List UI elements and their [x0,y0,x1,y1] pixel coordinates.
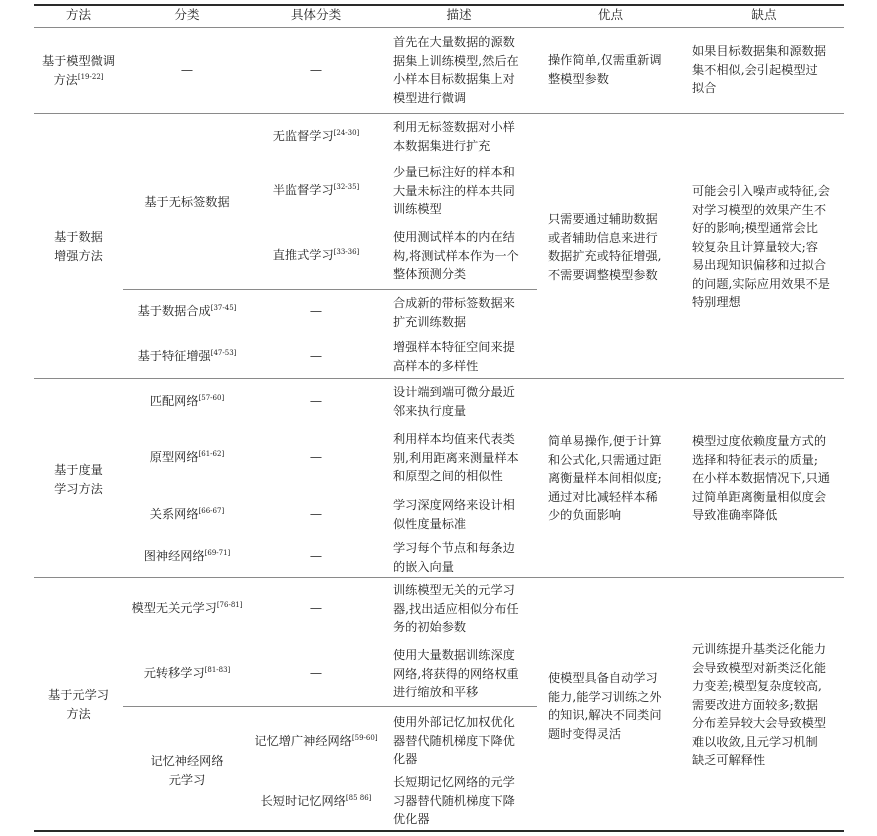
row-rule-meta [34,577,844,578]
finetune-subcategory-dash: — [309,63,323,77]
metric-method: 基于度量 学习方法 [54,463,103,496]
meta-lstm: 长短时记忆网络[85 86] [260,794,372,808]
metric-matching-dash: — [309,394,323,408]
finetune-method: 基于模型微调 方法[19-22] [41,54,116,87]
augment-synthesis-dash: — [309,304,323,318]
header-advantages: 优点 [597,7,624,22]
metric-proto-description: 利用样本均值来代表类 别,利用距离来测量样本 和原型之间的相似性 [393,432,519,483]
augment-unsup: 无监督学习[24-30] [272,129,360,143]
metric-matching: 匹配网络[57-60] [149,394,225,408]
meta-advantages: 使模型具备自动学习 能力,能学习训练之外 的知识,解决不同类问 题时变得灵活 [548,671,662,741]
header-disadvantages: 缺点 [751,7,777,22]
row-rule-synthesis [123,289,537,290]
augment-feature-category: 基于特征增强[47-53] [137,349,237,363]
meta-transfer: 元转移学习[81-83] [143,666,231,680]
metric-proto-dash: — [309,450,323,464]
metric-relation: 关系网络[66-67] [149,507,225,521]
metric-gnn: 图神经网络[69-71] [143,549,231,563]
augment-unlabeled-category: 基于无标签数据 [144,195,230,209]
augment-feature-dash: — [309,349,323,363]
header-method: 方法 [65,7,92,22]
meta-method: 基于元学习 方法 [48,688,109,721]
metric-gnn-dash: — [309,549,323,563]
meta-lstm-description: 长短期记忆网络的元学 习器替代随机梯度下降 优化器 [393,775,515,826]
header-description: 描述 [446,7,472,22]
header-category: 分类 [174,7,200,22]
augment-semisup-description: 少量已标注好的样本和 大量未标注的样本共同 训练模型 [393,165,515,216]
augment-transductive: 直推式学习[33-36] [272,248,360,262]
metric-gnn-description: 学习每个节点和每条边 的嵌入向量 [393,541,515,574]
bottom-rule [34,830,844,832]
meta-transfer-description: 使用大量数据训练深度 网络,将获得的网络权重 进行缩放和平移 [393,648,519,699]
finetune-category-dash: — [180,63,194,77]
row-rule-augment [34,113,844,114]
meta-agnostic-dash: — [309,601,323,615]
row-rule-metric [34,378,844,379]
finetune-disadvantages: 如果目标数据集和源数据 集不相似,会引起模型过 拟合 [692,44,827,95]
finetune-advantages: 操作简单,仅需重新调 整模型参数 [548,53,662,86]
row-rule-memory [123,706,537,707]
metric-disadvantages: 模型过度依赖度量方式的 选择和特征表示的质量; 在小样本数据情况下,只通 过简单距离衡量相似度会 导致准确率降低 [692,434,830,522]
meta-agnostic-description: 训练模型无关的元学习 器,找出适应相似分布任 务的初始参数 [393,583,519,634]
meta-transfer-dash: — [309,666,323,680]
augment-synthesis-description: 合成新的带标签数据来 扩充训练数据 [393,296,515,329]
augment-disadvantages: 可能会引入噪声或特征,会 对学习模型的效果产生不 好的影响;模型通常会比 较复杂且计算量较大;容 易出现知识偏移和过拟合 的问题,实际应用效果不是 特别理想 [692,184,830,309]
meta-mann: 记忆增广神经网络[59-60] [254,734,378,748]
meta-memory-category: 记忆神经网络 元学习 [150,754,224,787]
finetune-description: 首先在大量数据的源数 据集上训练模型,然后在 小样本目标数据集上对 模型进行微调 [393,35,519,105]
augment-advantages: 只需要通过辅助数据 或者辅助信息来进行 数据扩充或特征增强, 不需要调整模型参数 [548,212,662,282]
header-rule [34,27,844,28]
augment-synthesis-category: 基于数据合成[37-45] [137,304,237,318]
augment-transductive-description: 使用测试样本的内在结 构,将测试样本作为一个 整体预测分类 [393,230,519,281]
metric-advantages: 简单易操作,便于计算 和公式化,只需通过距 离衡量样本间相似度; 通过对比减轻样本稀 少的负面影响 [548,434,662,522]
metric-relation-description: 学习深度网络来设计相 似性度量标准 [393,498,515,531]
augment-method: 基于数据 增强方法 [54,230,103,263]
meta-disadvantages: 元训练提升基类泛化能力 会导致模型对新类泛化能 力变差;模型复杂度较高, 需要改进方面较多;数据 分布差异较大会导致模型 难以收敛,且元学习机制 缺乏可解释性 [692,642,827,767]
meta-mann-description: 使用外部记忆加权优化 器替代随机梯度下降优 化器 [393,715,515,766]
header-subcategory: 具体分类 [290,7,342,22]
metric-relation-dash: — [309,507,323,521]
meta-agnostic: 模型无关元学习[76-81] [131,601,243,615]
metric-matching-description: 设计端到端可微分最近 邻来执行度量 [393,385,515,418]
metric-proto: 原型网络[61-62] [149,450,225,464]
augment-unsup-description: 利用无标签数据对小样 本数据集进行扩充 [393,120,515,153]
augment-semisup: 半监督学习[32-35] [272,183,360,197]
augment-feature-description: 增强样本特征空间来提 高样本的多样性 [393,340,515,373]
